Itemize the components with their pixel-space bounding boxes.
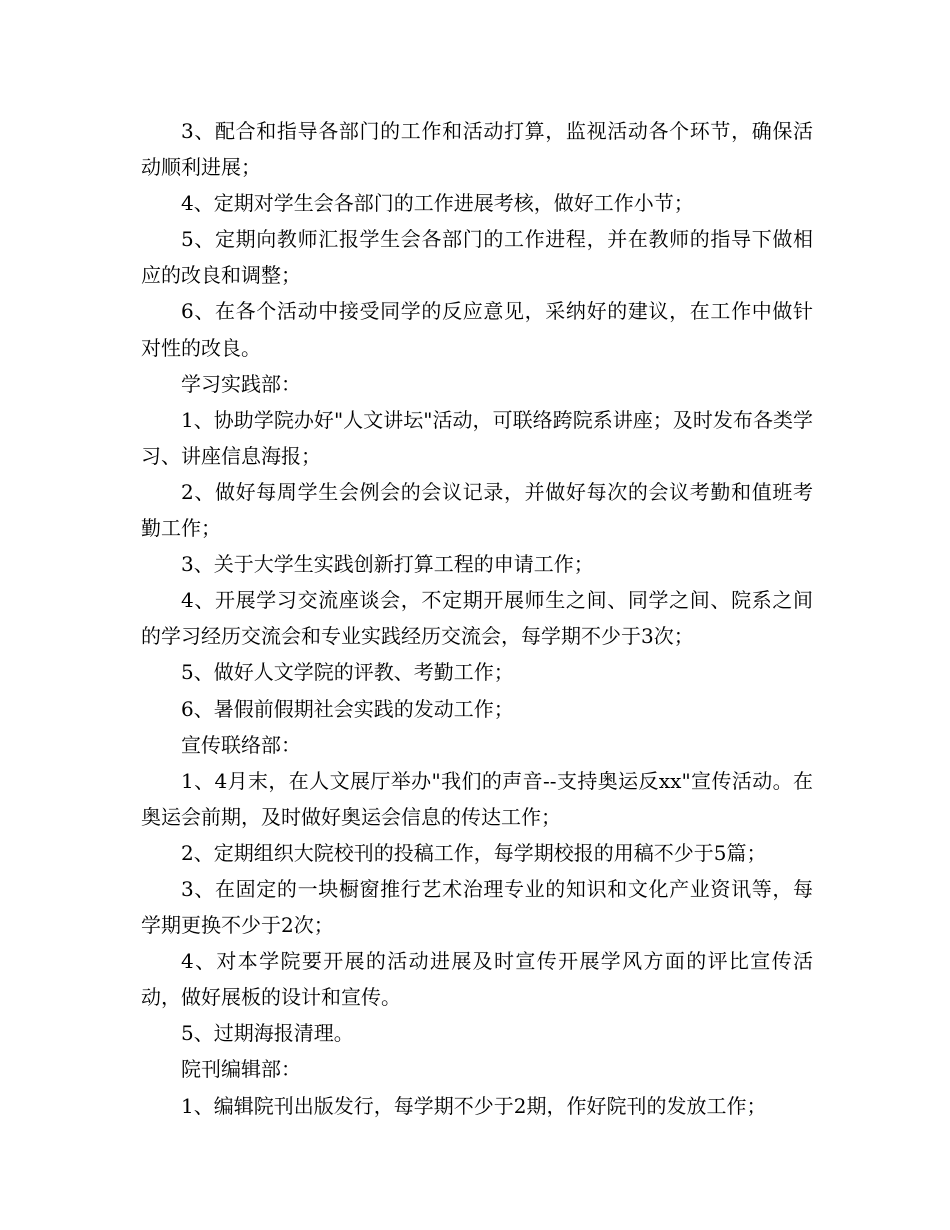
- paragraph-2: 4、定期对学生会各部门的工作进展考核，做好工作小节；: [181, 191, 694, 216]
- paragraph-16: 4、对本学院要开展的活动进展及时宣传开展学风方面的评比宣传活动，做好展板的设计和宣传。: [141, 949, 813, 1010]
- paragraph-6: 1、协助学院办好"人文讲坛"活动，可联络跨院系讲座；及时发布各类学习、讲座信息海报；: [141, 407, 813, 468]
- section-heading-study-practice: 学习实践部：: [181, 371, 301, 396]
- paragraph-8: 3、关于大学生实践创新打算工程的申请工作；: [181, 552, 594, 577]
- paragraph-15: 3、在固定的一块橱窗推行艺术治理专业的知识和文化产业资讯等，每学期更换不少于2次；: [141, 876, 813, 938]
- section-heading-publicity: 宣传联络部：: [181, 732, 301, 757]
- paragraph-19: 1、编辑院刊出版发行，每学期不少于2期，作好院刊的发放工作；: [181, 1093, 767, 1118]
- paragraph-17: 5、过期海报清理。: [181, 1021, 354, 1046]
- paragraph-14: 2、定期组织大院校刊的投稿工作，每学期校报的用稿不少于5篇；: [181, 840, 767, 865]
- section-heading-editorial: 院刊编辑部：: [181, 1057, 301, 1082]
- paragraph-3: 5、定期向教师汇报学生会各部门的工作进程，并在教师的指导下做相应的改良和调整；: [141, 227, 813, 288]
- paragraph-13: 1、4月末，在人文展厅举办"我们的声音--支持奥运反xx"宣传活动。在奥运会前期，及时做好奥运会信息的传达工作；: [141, 768, 813, 829]
- paragraph-9: 4、开展学习交流座谈会，不定期开展师生之间、同学之间、院系之间的学习经历交流会和专业实践经历交流会，每学期不少于3次；: [141, 588, 813, 649]
- document-body: [141, 113, 813, 1124]
- paragraph-1: 3、配合和指导各部门的工作和活动打算，监视活动各个环节，确保活动顺利进展；: [141, 119, 813, 180]
- paragraph-7: 2、做好每周学生会例会的会议记录，并做好每次的会议考勤和值班考勤工作；: [141, 479, 813, 541]
- paragraph-11: 6、暑假前假期社会实践的发动工作；: [181, 696, 514, 721]
- paragraph-4: 6、在各个活动中接受同学的反应意见，采纳好的建议，在工作中做针对性的改良。: [141, 299, 813, 360]
- paragraph-10: 5、做好人文学院的评教、考勤工作；: [181, 660, 514, 685]
